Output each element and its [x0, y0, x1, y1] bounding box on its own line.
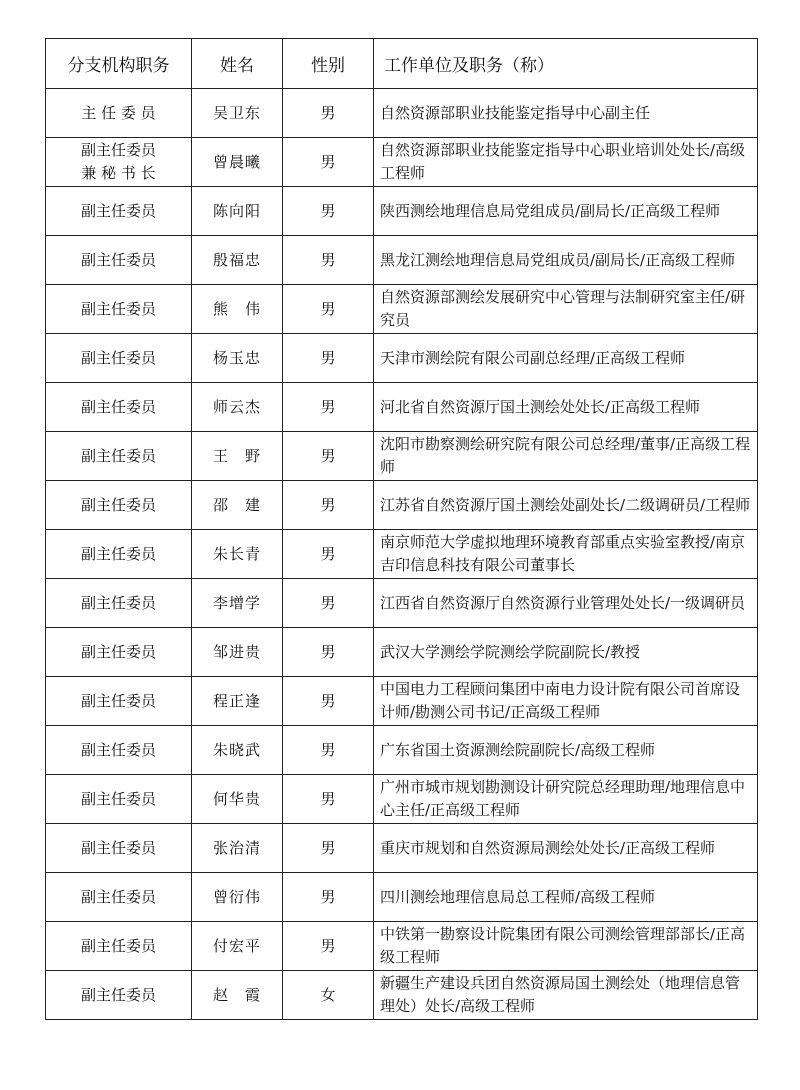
table-row [46, 383, 758, 432]
work-cell: 自然资源部职业技能鉴定指导中心职业培训处处长/高级工程师 [374, 138, 758, 187]
role-cell [46, 677, 192, 726]
name-cell: 王 野 [192, 432, 283, 481]
role-cell [46, 89, 192, 138]
gender-cell: 男 [283, 775, 374, 824]
work-cell: 江苏省自然资源厅国土测绘处副处长/二级调研员/工程师 [374, 481, 758, 530]
role-cell [46, 334, 192, 383]
gender-cell: 女 [283, 971, 374, 1020]
table-row [46, 481, 758, 530]
work-cell: 广东省国土资源测绘院副院长/高级工程师 [374, 726, 758, 775]
name-cell: 赵 霞 [192, 971, 283, 1020]
role-line: 副主任委员 [80, 495, 156, 514]
role-cell [46, 236, 192, 285]
work-cell: 河北省自然资源厅国土测绘处处长/正高级工程师 [374, 383, 758, 432]
name-cell: 朱晓武 [192, 726, 283, 775]
role-line: 副主任委员 [80, 544, 156, 563]
table-row [46, 726, 758, 775]
role-cell [46, 922, 192, 971]
table-row [46, 530, 758, 579]
name-cell: 曾晨曦 [192, 138, 283, 187]
header-role: 分支机构职务 [46, 39, 192, 89]
name-cell: 何华贵 [192, 775, 283, 824]
table-row [46, 971, 758, 1020]
table-row [46, 432, 758, 481]
table-row [46, 922, 758, 971]
role-cell [46, 579, 192, 628]
gender-cell: 男 [283, 677, 374, 726]
role-line: 主 任 委 员 [81, 103, 156, 122]
work-cell: 沈阳市勘察测绘研究院有限公司总经理/董事/正高级工程师 [374, 432, 758, 481]
table-row [46, 677, 758, 726]
gender-cell: 男 [283, 922, 374, 971]
work-cell: 江西省自然资源厅自然资源行业管理处处长/一级调研员 [374, 579, 758, 628]
gender-cell: 男 [283, 873, 374, 922]
table-row [46, 628, 758, 677]
role-line: 副主任委员 [80, 740, 156, 759]
work-cell: 重庆市规划和自然资源局测绘处处长/正高级工程师 [374, 824, 758, 873]
table-row [46, 285, 758, 334]
role-cell [46, 971, 192, 1020]
table-row [46, 187, 758, 236]
work-cell: 陕西测绘地理信息局党组成员/副局长/正高级工程师 [374, 187, 758, 236]
work-cell: 自然资源部职业技能鉴定指导中心副主任 [374, 89, 758, 138]
role-cell [46, 873, 192, 922]
gender-cell: 男 [283, 628, 374, 677]
name-cell: 邵 建 [192, 481, 283, 530]
role-cell [46, 530, 192, 579]
header-name: 姓名 [192, 39, 283, 89]
role-cell [46, 481, 192, 530]
gender-cell: 男 [283, 579, 374, 628]
role-line: 副主任委员 [80, 250, 156, 269]
table-row [46, 579, 758, 628]
name-cell: 程正逢 [192, 677, 283, 726]
role-line: 副主任委员 [80, 936, 156, 955]
table-row [46, 89, 758, 138]
work-cell: 天津市测绘院有限公司副总经理/正高级工程师 [374, 334, 758, 383]
name-cell: 张治清 [192, 824, 283, 873]
work-cell: 广州市城市规划勘测设计研究院总经理助理/地理信息中心主任/正高级工程师 [374, 775, 758, 824]
name-cell: 曾衍伟 [192, 873, 283, 922]
role-line: 副主任委员 [80, 141, 156, 159]
gender-cell: 男 [283, 530, 374, 579]
table-header [46, 39, 758, 89]
role-cell [46, 138, 192, 187]
name-cell: 陈向阳 [192, 187, 283, 236]
table-row [46, 824, 758, 873]
role-line: 副主任委员 [80, 887, 156, 906]
work-cell: 中铁第一勘察设计院集团有限公司测绘管理部部长/正高级工程师 [374, 922, 758, 971]
gender-cell: 男 [283, 334, 374, 383]
name-cell: 师云杰 [192, 383, 283, 432]
role-line: 副主任委员 [80, 348, 156, 367]
table-row [46, 334, 758, 383]
role-line: 副主任委员 [80, 838, 156, 857]
role-line: 副主任委员 [80, 593, 156, 612]
gender-cell: 男 [283, 89, 374, 138]
work-cell: 新疆生产建设兵团自然资源局国土测绘处（地理信息管理处）处长/高级工程师 [374, 971, 758, 1020]
work-cell: 中国电力工程顾问集团中南电力设计院有限公司首席设计师/勘测公司书记/正高级工程师 [374, 677, 758, 726]
role-line: 副主任委员 [80, 299, 156, 318]
role-cell [46, 824, 192, 873]
table-row [46, 236, 758, 285]
table-body [46, 89, 758, 1020]
name-cell: 杨玉忠 [192, 334, 283, 383]
role-line: 副主任委员 [80, 985, 156, 1004]
gender-cell: 男 [283, 236, 374, 285]
gender-cell: 男 [283, 432, 374, 481]
role-cell [46, 775, 192, 824]
role-line: 副主任委员 [80, 397, 156, 416]
name-cell: 熊 伟 [192, 285, 283, 334]
role-line: 副主任委员 [80, 789, 156, 808]
work-cell: 武汉大学测绘学院测绘学院副院长/教授 [374, 628, 758, 677]
role-line: 兼 秘 书 长 [81, 164, 156, 182]
table-row [46, 873, 758, 922]
role-line: 副主任委员 [80, 642, 156, 661]
gender-cell: 男 [283, 187, 374, 236]
gender-cell: 男 [283, 824, 374, 873]
name-cell: 邹进贵 [192, 628, 283, 677]
member-table [45, 38, 758, 1020]
table-row [46, 775, 758, 824]
gender-cell: 男 [283, 383, 374, 432]
header-work: 工作单位及职务（称） [374, 39, 758, 89]
role-cell [46, 285, 192, 334]
role-cell [46, 383, 192, 432]
header-gender: 性别 [283, 39, 374, 89]
table-row [46, 138, 758, 187]
work-cell: 四川测绘地理信息局总工程师/高级工程师 [374, 873, 758, 922]
role-cell [46, 432, 192, 481]
name-cell: 李增学 [192, 579, 283, 628]
role-cell [46, 628, 192, 677]
work-cell: 黑龙江测绘地理信息局党组成员/副局长/正高级工程师 [374, 236, 758, 285]
header-row [46, 39, 758, 89]
name-cell: 朱长青 [192, 530, 283, 579]
work-cell: 自然资源部测绘发展研究中心管理与法制研究室主任/研究员 [374, 285, 758, 334]
gender-cell: 男 [283, 138, 374, 187]
role-line: 副主任委员 [80, 691, 156, 710]
gender-cell: 男 [283, 285, 374, 334]
name-cell: 付宏平 [192, 922, 283, 971]
role-cell [46, 726, 192, 775]
role-line: 副主任委员 [80, 446, 156, 465]
role-line: 副主任委员 [80, 201, 156, 220]
name-cell: 殷福忠 [192, 236, 283, 285]
name-cell: 吴卫东 [192, 89, 283, 138]
work-cell: 南京师范大学虚拟地理环境教育部重点实验室教授/南京吉印信息科技有限公司董事长 [374, 530, 758, 579]
role-cell [46, 187, 192, 236]
gender-cell: 男 [283, 481, 374, 530]
gender-cell: 男 [283, 726, 374, 775]
